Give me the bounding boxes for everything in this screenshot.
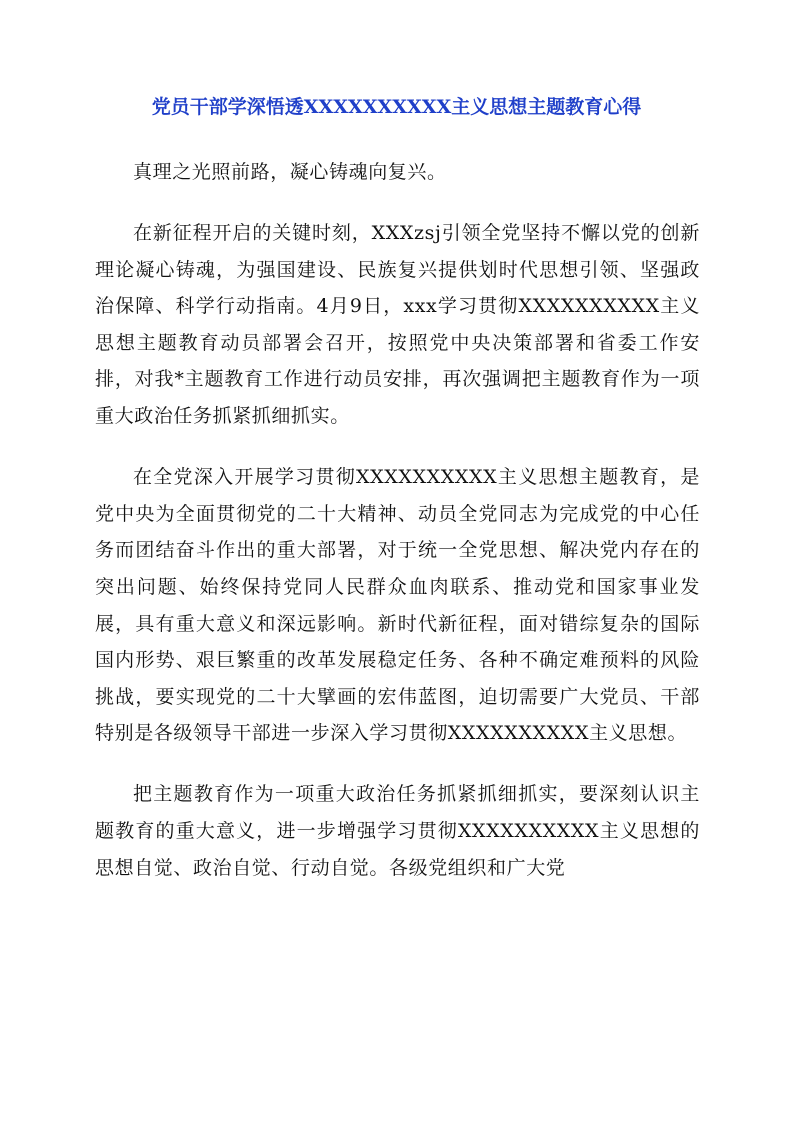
paragraph-1: 真理之光照前路，凝心铸魂向复兴。	[133, 161, 447, 183]
paragraph-3: 在全党深入开展学习贯彻XXXXXXXXXX主义思想主题教育，是党中央为全面贯彻党的二十大精神、动员全党同志为完成党的中心任务而团结奋斗作出的重大部署，对于统一全党思想、解决党内存在的突出问题、始终保持党同人民群众血肉联系、推动党和国家事业发展，具有重大意义和深远影响。新时代新征程，面对错综复杂的国际国内形势、艰巨繁重的改革发展稳定任务、各种不确定难预料的风险挑战，要实现党的二十大擘画的宏伟蓝图，迫切需要广大党员、干部特别是各级领导干部进一步深入学习贯彻XXXXXXXXXX主义思想。	[95, 466, 700, 745]
paragraph-2: 在新征程开启的关键时刻，XXXzsj引领全党坚持不懈以党的创新理论凝心铸魂，为强国建设、民族复兴提供划时代思想引领、坚强政治保障、科学行动指南。4月9日，xxx学习贯彻XXXXXXXXXX主义思想主题教育动员部署会召开，按照党中央决策部署和省委工作安排，对我*主题教育工作进行动员安排，再次强调把主题教育作为一项重大政治任务抓紧抓细抓实。	[95, 222, 700, 428]
paragraph-4: 把主题教育作为一项重大政治任务抓紧抓细抓实，要深刻认识主题教育的重大意义，进一步增强学习贯彻XXXXXXXXXX主义思想的思想自觉、政治自觉、行动自觉。各级党组织和广大党	[95, 783, 700, 879]
document-body	[95, 154, 700, 911]
document-title: 党员干部学深悟透XXXXXXXXXX主义思想主题教育心得	[151, 96, 642, 118]
